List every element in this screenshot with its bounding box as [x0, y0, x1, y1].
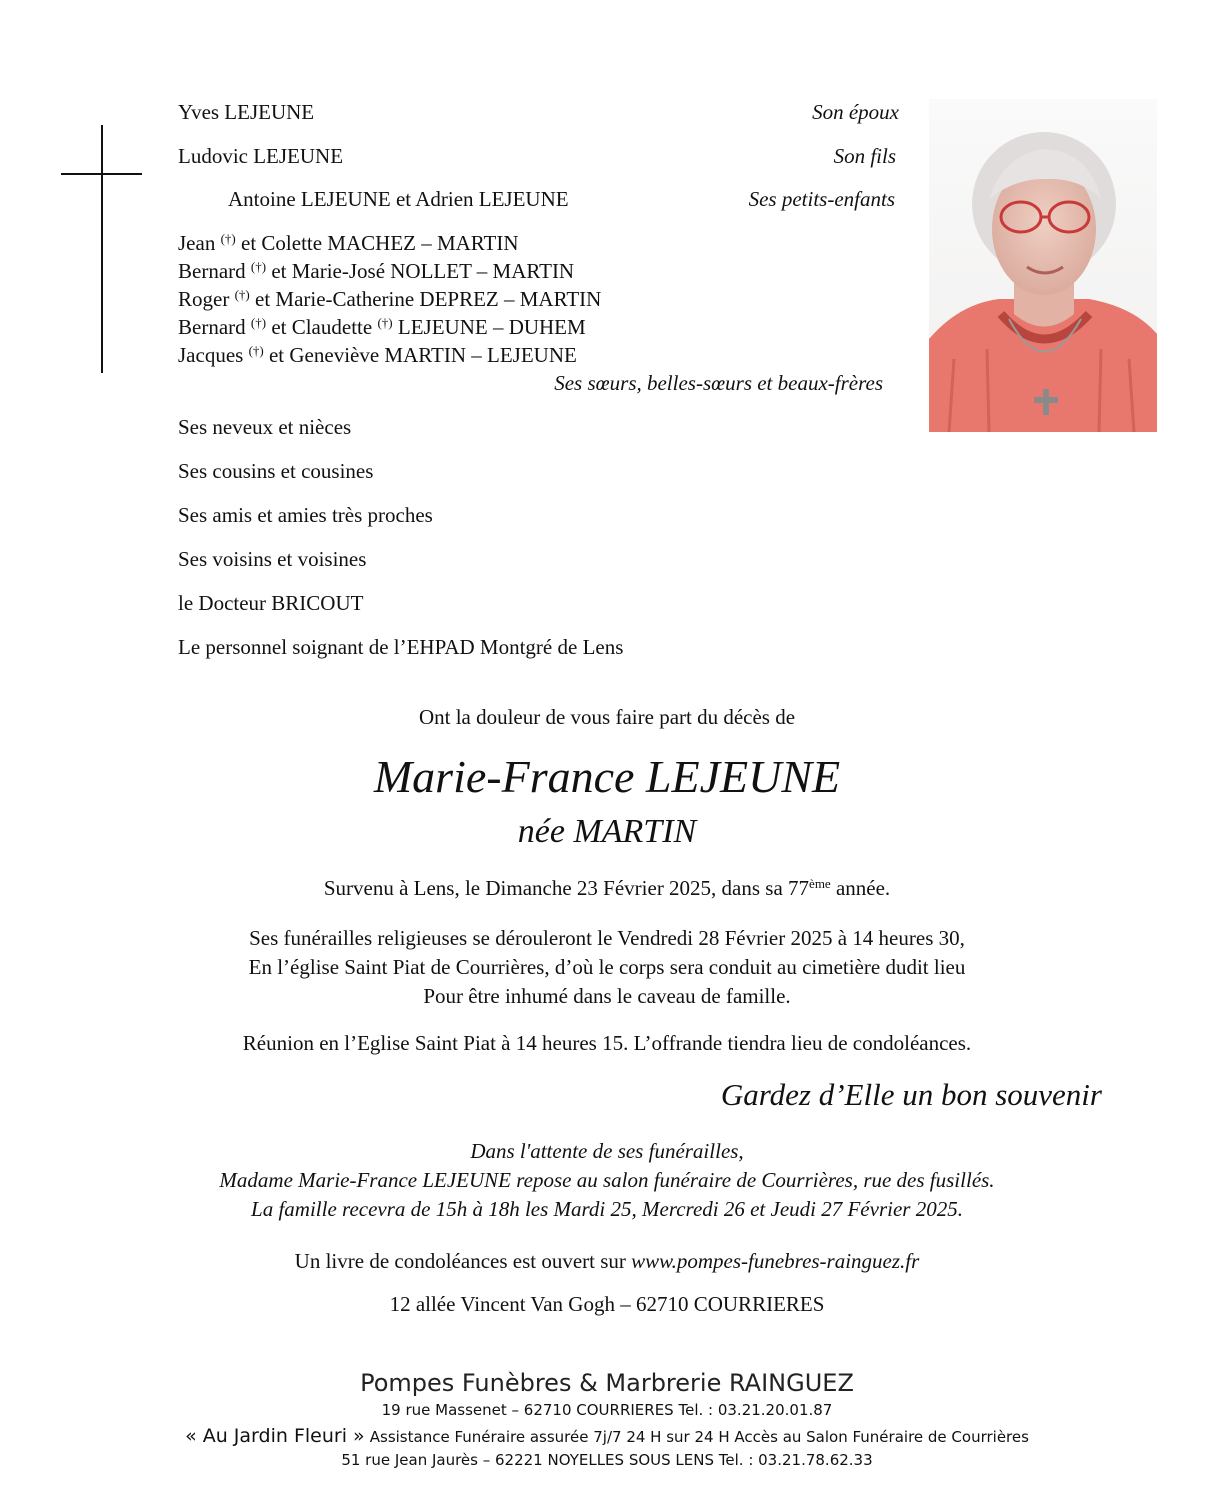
footer-second-services: Assistance Funéraire assurée 7j/7 24 H sur 24 H Accès au Salon Funéraire de Courrières	[369, 1428, 1029, 1446]
others-line-4: Ses voisins et voisines	[178, 547, 367, 571]
footer-second-name: « Au Jardin Fleuri »	[185, 1425, 365, 1447]
maiden-name: née MARTIN	[517, 813, 697, 850]
condolence-line: Un livre de condoléances est ouvert sur www.pompes-funebres-rainguez.fr	[294, 1249, 920, 1273]
dagger: (†)	[248, 343, 264, 358]
cross-vertical-bar	[101, 125, 103, 373]
funeral-line-1: Ses funérailles religieuses se dérouleront le Vendredi 28 Février 2025 à 14 heures 30,	[249, 926, 965, 950]
footer-company-address: 19 rue Massenet – 62710 COURRIERES Tel. : 03.21.20.01.87	[381, 1401, 833, 1419]
others-line-6: Le personnel soignant de l’EHPAD Montgré de Lens	[178, 635, 624, 659]
sibling-line-4: Bernard (†) et Claudette (†) LEJEUNE – DUHEM	[178, 315, 586, 339]
funeral-line-3: Pour être inhumé dans le caveau de famille.	[423, 984, 791, 1008]
family-name-2: Ludovic LEJEUNE	[178, 144, 344, 168]
family-name-3: Antoine LEJEUNE et Adrien LEJEUNE	[228, 187, 569, 211]
siblings-relation: Ses sœurs, belles-sœurs et beaux-frères	[554, 371, 883, 395]
portrait-illustration	[929, 99, 1157, 432]
deceased-name: Marie-France LEJEUNE	[373, 751, 841, 802]
death-details: Survenu à Lens, le Dimanche 23 Février 2025, dans sa 77ème année.	[323, 876, 891, 900]
others-line-2: Ses cousins et cousines	[178, 459, 374, 483]
family-relation-2: Son fils	[833, 144, 896, 168]
family-relation-1: Son époux	[812, 100, 899, 124]
sibling-line-2: Bernard (†) et Marie-José NOLLET – MARTIN	[178, 259, 575, 283]
family-name-1: Yves LEJEUNE	[178, 100, 315, 124]
footer-company: Pompes Funèbres & Marbrerie RAINGUEZ	[360, 1369, 854, 1397]
condolence-url[interactable]: www.pompes-funebres-rainguez.fr	[631, 1249, 920, 1273]
others-line-3: Ses amis et amies très proches	[178, 503, 433, 527]
dagger: (†)	[220, 231, 236, 246]
motto: Gardez d’Elle un bon souvenir	[720, 1077, 1102, 1112]
sibling-line-5: Jacques (†) et Geneviève MARTIN – LEJEUNE	[178, 343, 577, 367]
funeral-line-2: En l’église Saint Piat de Courrières, d’où le corps sera conduit au cimetière dudit lieu	[248, 955, 966, 979]
sibling-line-3: Roger (†) et Marie-Catherine DEPREZ – MARTIN	[178, 287, 602, 311]
waiting-line-2: Madame Marie-France LEJEUNE repose au salon funéraire de Courrières, rue des fusillés.	[219, 1168, 995, 1192]
dagger: (†)	[234, 287, 250, 302]
announce-text: Ont la douleur de vous faire part du décès de	[418, 705, 796, 729]
deceased-photo	[929, 99, 1157, 432]
waiting-line-3: La famille recevra de 15h à 18h les Mardi 25, Mercredi 26 et Jeudi 27 Février 2025.	[251, 1197, 963, 1221]
sibling-line-1: Jean (†) et Colette MACHEZ – MARTIN	[178, 231, 519, 255]
dagger: (†)	[250, 315, 267, 330]
meeting-text: Réunion en l’Eglise Saint Piat à 14 heures 15. L’offrande tiendra lieu de condoléances.	[242, 1031, 972, 1055]
address-line: 12 allée Vincent Van Gogh – 62710 COURRIERES	[389, 1292, 825, 1316]
footer-second-address: 51 rue Jean Jaurès – 62221 NOYELLES SOUS LENS Tel. : 03.21.78.62.33	[341, 1451, 873, 1469]
family-relation-3: Ses petits-enfants	[748, 187, 895, 211]
others-line-5: le Docteur BRICOUT	[178, 591, 364, 615]
others-line-1: Ses neveux et nièces	[178, 415, 352, 439]
footer-second-line	[0, 1424, 1214, 1449]
cross-horizontal-bar	[61, 173, 142, 175]
dagger: (†)	[377, 315, 393, 330]
waiting-line-1: Dans l'attente de ses funérailles,	[470, 1139, 744, 1163]
dagger: (†)	[250, 259, 267, 274]
